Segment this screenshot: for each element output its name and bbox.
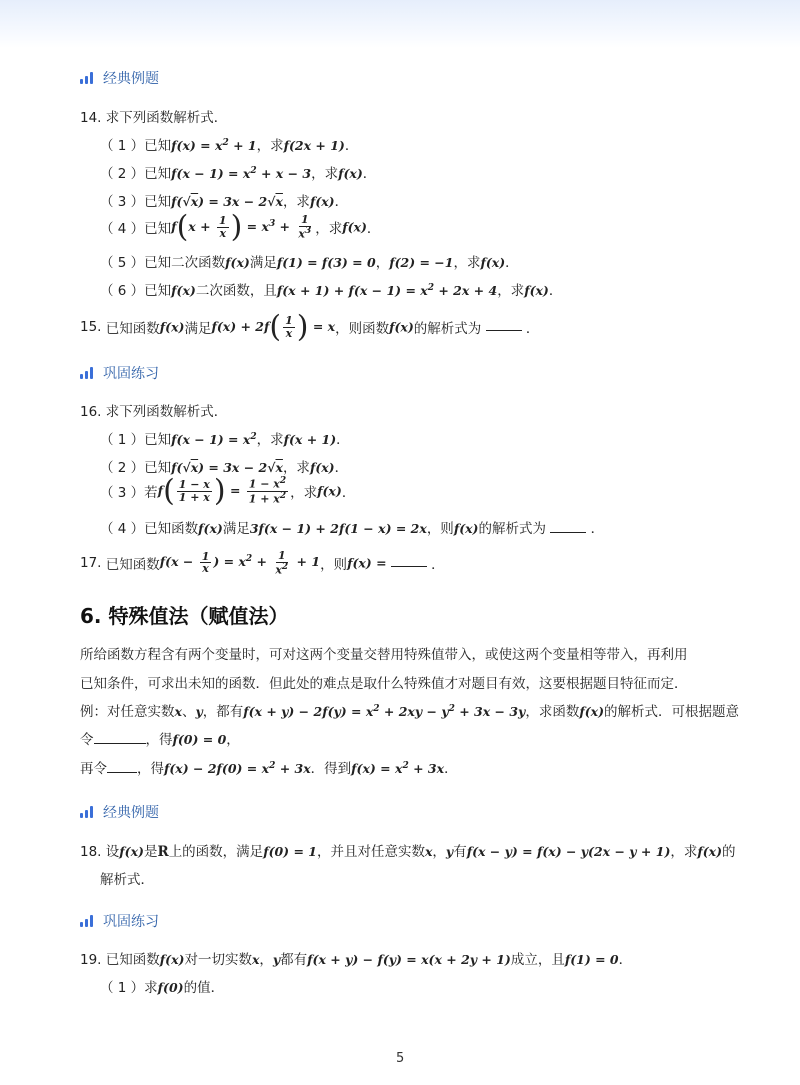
question-18-line-1: 18. 设f(x)是R上的函数，满足f(0) = 1，并且对任意实数x，y有f(x − y) = f(x) − y(2x − y + 1)，求f(x)的 (80, 844, 736, 860)
paragraph-line-3: 例：对任意实数x、y，都有$f(x + y) - 2f(y) = x^2 + 2xy - y^2 + 3x - 3y$，求函数f(x)的解析式．可根据题意 (80, 703, 739, 720)
bar-chart-icon (80, 806, 93, 818)
section-label: 经典例题 (103, 805, 159, 821)
q16-item-1: （ 1 ）已知$f(x - 1) = x^2$，求f(x + 1)． (100, 431, 350, 448)
bar-chart-icon (80, 72, 93, 84)
question-18-line-2: 解析式． (100, 872, 154, 888)
answer-blank (107, 760, 137, 773)
section-header-classic-examples (80, 68, 159, 88)
page-header-band (0, 0, 800, 48)
question-15: 15. 已知函数f(x)满足f(x) + 2f( $\frac{1}{x}$ ) = x，则函数f(x)的解析式为 ． (80, 309, 540, 344)
paragraph-line-5: 再令 ，得$f(x) - 2f(0) = x^2 + 3x$．得到$f(x) = x^2 + 3x$． (80, 760, 458, 777)
section-header-classic-examples-2 (80, 802, 159, 822)
question-14-stem: 14. 求下列函数解析式． (80, 110, 228, 126)
q14-item-3: （ 3 ）已知f(√x) = 3x − 2√x，求f(x)． (100, 194, 349, 210)
question-16-stem: 16. 求下列函数解析式． (80, 404, 228, 420)
section-header-practice (80, 363, 159, 383)
section-header-practice-2 (80, 911, 159, 931)
q14-item-5: （ 5 ）已知二次函数f(x)满足f(1) = f(3) = 0，f(2) = −1，求f(x)． (100, 255, 519, 271)
answer-blank (391, 554, 427, 567)
question-19: 19. 已知函数f(x)对一切实数x，y都有f(x + y) − f(y) = x(x + 2y + 1)成立，且f(1) = 0． (80, 952, 633, 968)
q14-item-1: （ 1 ）已知$f(x) = x^2 + 1$，求f(2x + 1)． (100, 137, 359, 154)
section-label: 经典例题 (103, 71, 159, 87)
paragraph-line-1: 所给函数方程含有两个变量时，可对这两个变量交替用特殊值带入，或使这两个变量相等带入，再利用 (80, 647, 688, 663)
page-number: 5 (396, 1051, 405, 1066)
answer-blank (94, 731, 146, 744)
answer-blank (550, 520, 586, 533)
q14-item-2: （ 2 ）已知$f(x - 1) = x^2 + x - 3$，求f(x)． (100, 165, 377, 182)
q16-item-3: （ 3 ）若f( $\frac{1 - x}{1 + x}$ ) = $\frac{1 - x^2}{1 + x^2}$ ，求f(x)． (100, 473, 356, 508)
question-17: 17. 已知函数f(x − $\frac{1}{x}$ ) = $x^2$ + $\frac{1}{x^2}$ + 1，则f(x) = ． (80, 549, 445, 577)
section-label: 巩固练习 (103, 914, 159, 930)
q19-item-1: （ 1 ）求f(0)的值． (100, 980, 225, 996)
section-label: 巩固练习 (103, 366, 159, 382)
q16-item-2: （ 2 ）已知f(√x) = 3x − 2√x，求f(x)． (100, 460, 349, 476)
paragraph-line-4: 令 ，得f(0) = 0， (80, 732, 240, 748)
bar-chart-icon (80, 915, 93, 927)
q14-item-6: （ 6 ）已知f(x)二次函数，且$f(x + 1) + f(x - 1) = x^2 + 2x + 4$，求f(x)． (100, 282, 563, 299)
q14-item-4: （ 4 ）已知f(x + $\frac{1}{x}$ ) = $x^3$ + $\frac{1}{x^3}$ ，求f(x)． (100, 209, 381, 244)
paragraph-line-2: 已知条件，可求出未知的函数．但此处的难点是取什么特殊值才对题目有效，这要根据题目特征而定． (80, 676, 688, 692)
section-heading-6: 6. 特殊值法（赋值法） (80, 604, 289, 628)
answer-blank (486, 318, 522, 331)
q16-item-4: （ 4 ）已知函数f(x)满足3f(x − 1) + 2f(1 − x) = 2x，则f(x)的解析式为 ． (100, 521, 605, 537)
bar-chart-icon (80, 367, 93, 379)
